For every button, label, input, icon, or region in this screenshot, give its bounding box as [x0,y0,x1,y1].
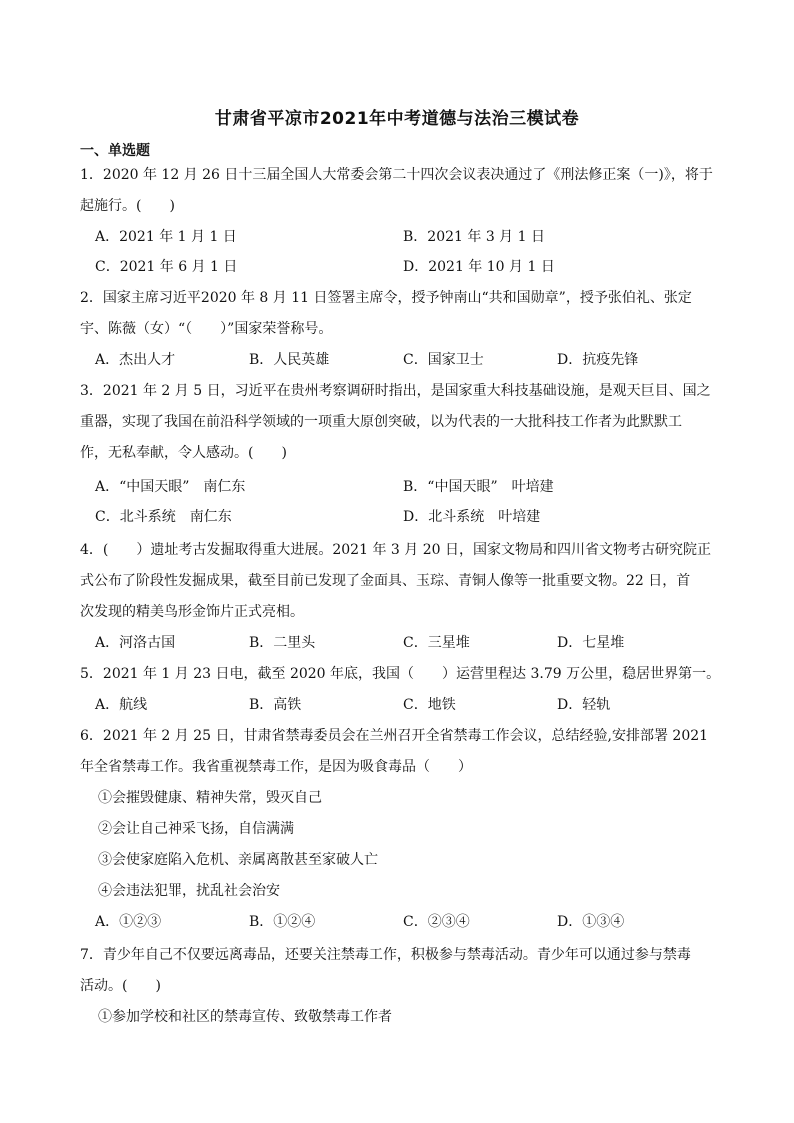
q6-option-c: C．②③④ [403,914,470,930]
question-2-text: 2．国家主席习近平2020 年 8 月 11 日签署主席令，授予钟南山“共和国勋章”，授予张伯礼、张定 [80,290,692,306]
question-6-text: 6．2021 年 2 月 25 日，甘肃省禁毒委员会在兰州召开全省禁毒工作会议，总结经验,安排部署 2021 [80,728,709,744]
q3-option-c: C．北斗系统 南仁东 [95,509,232,525]
q4-option-a: A．河洛古国 [95,635,176,651]
question-1-text: 1．2020 年 12 月 26 日十三届全国人大常委会第二十四次会议表决通过了《刑法修正案（一)》，将于 [80,167,713,183]
question-4-text-cont: 式公布了阶段性发掘成果，截至目前已发现了金面具、玉琮、青铜人像等一批重要文物。22 日，首 [80,573,691,589]
q5-option-b: B．高铁 [249,697,302,713]
q4-option-d: D．七星堆 [557,635,625,651]
page-title: 甘肃省平凉市2021年中考道德与法治三模试卷 [214,109,580,129]
q1-option-a: A．2021 年 1 月 1 日 [95,229,237,245]
q4-option-b: B．二里头 [249,635,316,651]
q6-statement-2: ②会让自己神采飞扬，自信满满 [98,821,294,837]
q3-option-b: B．“中国天眼” 叶培建 [403,479,554,495]
q1-option-b: B．2021 年 3 月 1 日 [403,229,545,245]
q3-option-d: D．北斗系统 叶培建 [403,509,541,525]
q2-option-b: B．人民英雄 [249,352,330,368]
question-5-text: 5．2021 年 1 月 23 日电，截至 2020 年底，我国（ ）运营里程达 3.79 万公里，稳居世界第一。 [80,666,721,682]
q6-option-d: D．①③④ [557,914,625,930]
q3-option-a: A．“中国天眼” 南仁东 [95,479,246,495]
question-3-text-cont: 重器，实现了我国在前沿科学领域的一项重大原创突破，以为代表的一大批科技工作者为此默默工 [80,414,682,430]
q6-option-a: A．①②③ [95,914,162,930]
section-heading: 一、单选题 [80,143,150,159]
question-6-text-cont: 年全省禁毒工作。我省重视禁毒工作，是因为吸食毒品（ ） [80,759,472,775]
question-7-text-cont: 活动。( ) [80,978,161,994]
question-1-text-cont: 起施行。( ) [80,198,175,214]
question-3-text-cont2: 作，无私奉献，令人感动。( ) [80,445,287,461]
q4-option-c: C．三星堆 [403,635,470,651]
q2-option-c: C．国家卫士 [403,352,484,368]
question-4-text-cont2: 次发现的精美鸟形金饰片正式亮相。 [80,604,304,620]
question-4-text: 4．( ）遗址考古发掘取得重大进展。2021 年 3 月 20 日，国家文物局和四川省文物考古研究院正 [80,542,711,558]
question-3-text: 3．2021 年 2 月 5 日，习近平在贵州考察调研时指出，是国家重大科技基础设施，是观天巨目、国之 [80,383,711,399]
q6-statement-4: ④会违法犯罪，扰乱社会治安 [98,883,280,899]
q6-statement-3: ③会使家庭陷入危机、亲属离散甚至家破人亡 [98,852,378,868]
q1-option-c: C．2021 年 6 月 1 日 [95,259,238,275]
q7-statement-1: ①参加学校和社区的禁毒宣传、致敬禁毒工作者 [98,1009,392,1025]
q6-statement-1: ①会摧毁健康、精神失常，毁灭自己 [98,790,322,806]
q5-option-a: A．航线 [95,697,148,713]
q5-option-d: D．轻轨 [557,697,611,713]
q6-option-b: B．①②④ [249,914,316,930]
q5-option-c: C．地铁 [403,697,456,713]
q2-option-a: A．杰出人才 [95,352,176,368]
q1-option-d: D．2021 年 10 月 1 日 [403,259,555,275]
q2-option-d: D．抗疫先锋 [557,352,639,368]
question-7-text: 7．青少年自己不仅要远离毒品，还要关注禁毒工作，积极参与禁毒活动。青少年可以通过参与禁毒 [80,947,691,963]
question-2-text-cont: 宇、陈薇（女）“（ ）”国家荣誉称号。 [80,321,333,337]
